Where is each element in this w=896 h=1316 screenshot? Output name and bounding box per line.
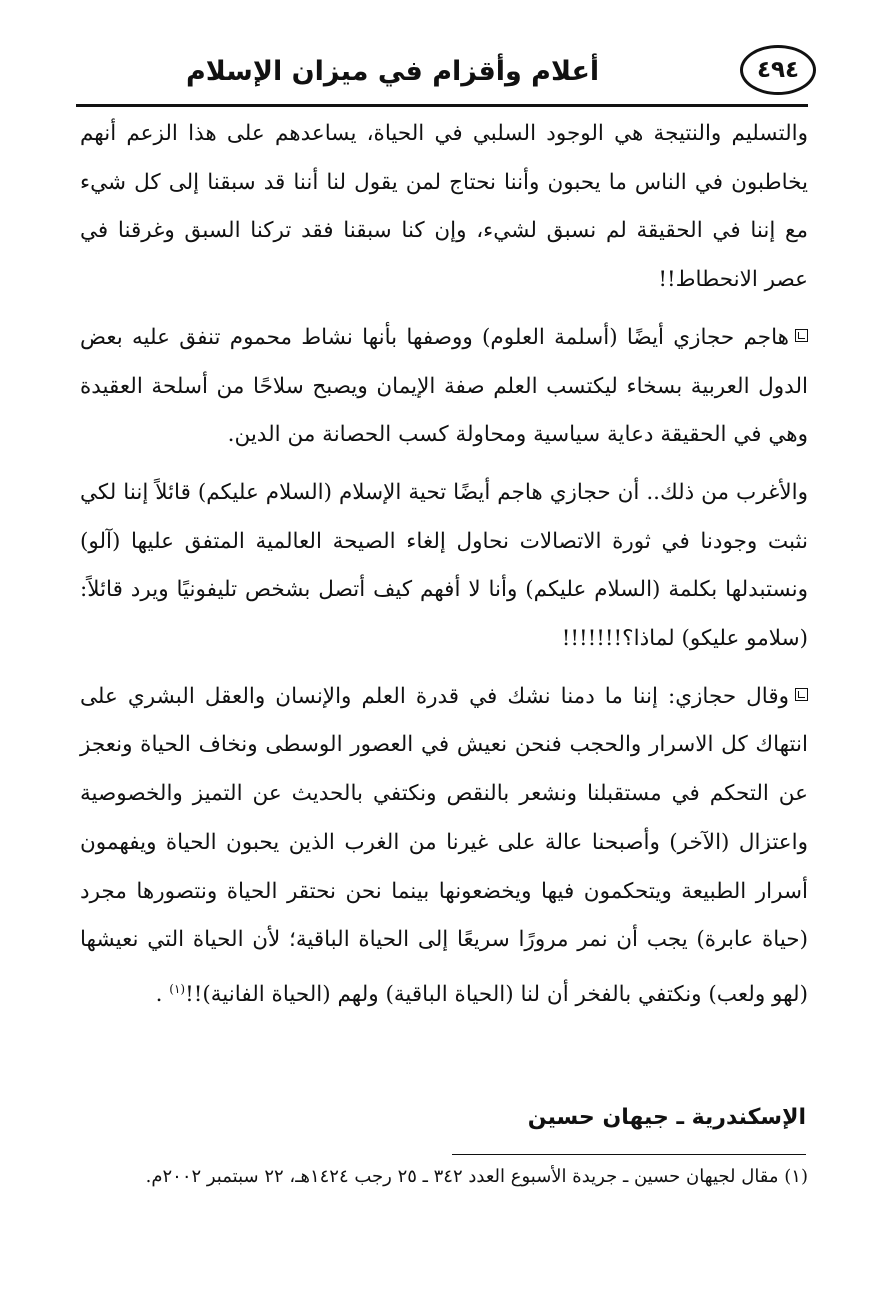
paragraph-2-text: هاجم حجازي أيضًا (أسلمة العلوم) ووصفها بأنها نشاط محموم تنفق عليه بعض الدول العربية بسخاء ليكتسب العلم صفة الإيمان ويصبح سلاحًا من أسلحة العقيدة وهي في الحقيقة دعاية سياسية ومحاولة كسب الحصانة من الدين. — [80, 324, 808, 448]
page-number-badge — [740, 45, 816, 95]
paragraph-1: والتسليم والنتيجة هي الوجود السلبي في الحياة، يساعدهم على هذا الزعم أنهم يخاطبون في الناس ما يحبون وأننا نحتاج لمن يقول لنا أننا قد سبقنا إلى كل شيء مع إننا في الحقيقة لم نسبق لشيء، وإن كنا سبقنا فقد تركنا السبق وغرقنا في عصر الانحطاط!! — [80, 121, 808, 293]
paragraph-3: والأغرب من ذلك.. أن حجازي هاجم أيضًا تحية الإسلام (السلام عليكم) قائلاً إننا لكي نثبت وجودنا في ثورة الاتصالات نحاول إلغاء الصيحة العالمية المتفق عليها (آلو) ونستبدلها بكلمة (السلام عليكم) وأنا لا أفهم كيف أتصل بشخص تليفونيًا ويرد قائلاً: (سلامو عليكو) لماذا؟!!!!!!! — [80, 479, 808, 652]
paragraph-4-end: . — [155, 982, 163, 1008]
footnote: (١) مقال لجيهان حسين ـ جريدة الأسبوع العدد ٣٤٢ ـ ٢٥ رجب ١٤٢٤هـ، ٢٢ سبتمبر ٢٠٠٢م. — [145, 1166, 808, 1187]
signature: الإسكندرية ـ جيهان حسين — [527, 1105, 806, 1130]
paragraph-2 — [80, 314, 808, 460]
footnote-rule — [452, 1154, 806, 1155]
page-number: ٤٩٤ — [756, 57, 800, 83]
footnote-reference: (١) — [169, 981, 186, 996]
paragraph-4 — [80, 673, 808, 1020]
body-text — [80, 110, 808, 1020]
checkbox-bullet-icon — [795, 329, 808, 342]
header-rule — [76, 104, 808, 107]
checkbox-bullet-icon — [795, 688, 808, 701]
running-title: أعلام وأقزام في ميزان الإسلام — [186, 56, 600, 87]
paragraph-4-text: وقال حجازي: إننا ما دمنا نشك في قدرة العلم والإنسان والعقل البشري على انتهاك كل الاسرار والحجب فنحن نعيش في العصور الوسطى ونخاف الحياة ونعجز عن التحكم في مستقبلنا ونشعر بالنقص ونكتفي بالحديث عن التميز والخصوصية واعتزال (الآخر) وأصبحنا عالة على غيرنا من الغرب الذين يحبون الحياة ويفهمون أسرار الطبيعة ويتحكمون فيها ويخضعونها بينما نحن نحتقر الحياة ونتصورها مجرد (حياة عابرة) يجب أن نمر مرورًا سريعًا إلى الحياة الباقية؛ لأن الحياة التي نعيشها (لهو ولعب) ونكتفي بالفخر أن لنا (الحياة الباقية) ولهم (الحياة الفانية)!! — [80, 683, 808, 1008]
